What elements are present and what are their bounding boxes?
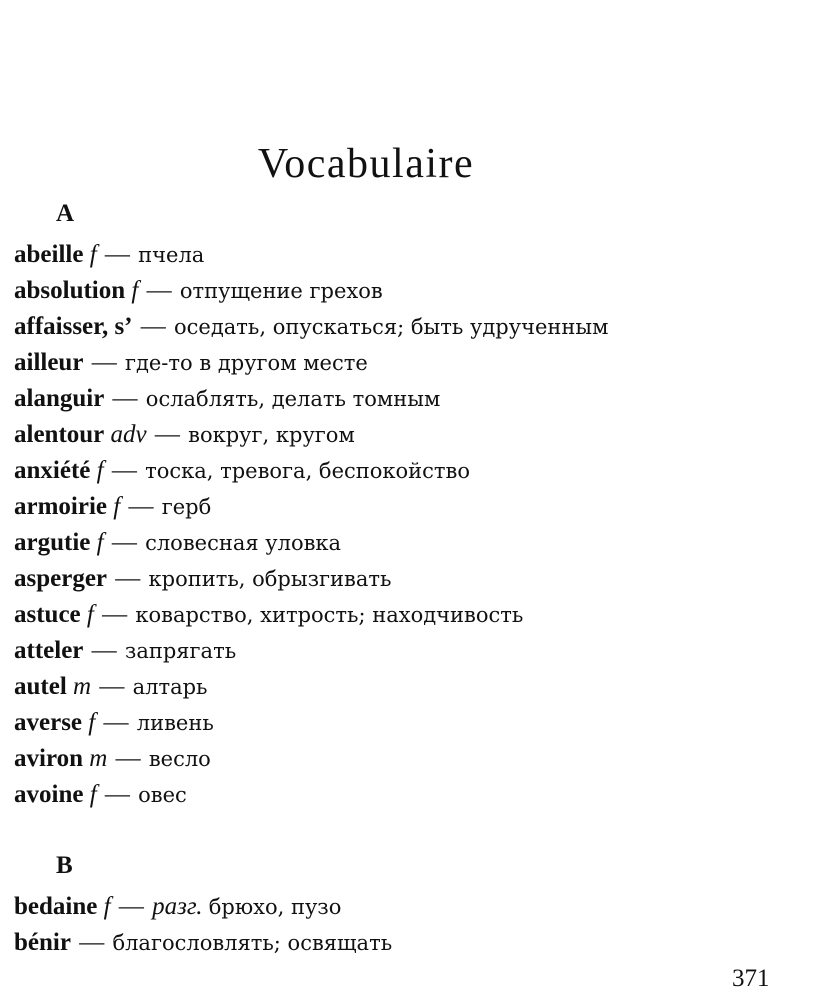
vocab-entry	[14, 889, 392, 925]
headword: affaisser, s’	[14, 313, 133, 340]
translation: вокруг, кругом	[188, 423, 355, 447]
headword: alanguir	[14, 385, 105, 412]
section-letter-b: B	[56, 852, 73, 879]
dash: —	[103, 709, 129, 736]
gram-label: f	[88, 709, 96, 736]
dash: —	[118, 893, 144, 920]
translation: ливень	[136, 711, 214, 735]
headword: autel	[14, 673, 67, 700]
gram-label: f	[86, 601, 94, 628]
translation: герб	[161, 495, 212, 519]
vocab-entry	[14, 633, 608, 669]
translation: брюхо, пузо	[208, 895, 342, 919]
dash: —	[115, 565, 141, 592]
gram-label: f	[96, 457, 104, 484]
vocab-entry	[14, 309, 608, 345]
headword: atteler	[14, 637, 84, 664]
vocab-entry	[14, 273, 608, 309]
vocab-entry	[14, 597, 608, 633]
headword: aviron	[14, 745, 83, 772]
headword: alentour	[14, 421, 105, 448]
usage-note: разг.	[152, 893, 203, 920]
translation: ослаблять, делать томным	[145, 387, 441, 411]
translation: алтарь	[132, 675, 208, 699]
page-title: Vocabulaire	[257, 141, 475, 187]
headword: avoine	[14, 781, 84, 808]
gram-label: f	[89, 241, 97, 268]
dash: —	[102, 601, 128, 628]
dash: —	[111, 529, 137, 556]
headword: armoirie	[14, 493, 108, 520]
dash: —	[91, 349, 117, 376]
vocab-entry	[14, 777, 608, 813]
headword: anxiété	[14, 457, 91, 484]
dash: —	[146, 277, 172, 304]
dash: —	[154, 421, 180, 448]
headword: absolution	[14, 277, 126, 304]
translation: весло	[148, 747, 211, 771]
gram-label: m	[89, 745, 108, 772]
dash: —	[128, 493, 154, 520]
headword: bedaine	[14, 893, 98, 920]
headword: asperger	[14, 565, 108, 592]
translation: благословлять; освящать	[112, 931, 393, 955]
vocab-entry	[14, 741, 608, 777]
dash: —	[115, 745, 141, 772]
gram-label: f	[96, 529, 104, 556]
section-letter-a: A	[56, 200, 75, 227]
dash: —	[112, 385, 138, 412]
dash: —	[91, 637, 117, 664]
dash: —	[99, 673, 125, 700]
vocab-entry	[14, 237, 608, 273]
gram-label: f	[89, 781, 97, 808]
vocab-entry	[14, 669, 608, 705]
dash: —	[111, 457, 137, 484]
headword: averse	[14, 709, 83, 736]
dash: —	[104, 241, 130, 268]
gram-label: m	[73, 673, 92, 700]
gram-label: adv	[110, 421, 147, 448]
headword: bénir	[14, 929, 71, 956]
gram-label: f	[103, 893, 111, 920]
gram-label: f	[131, 277, 139, 304]
dash: —	[79, 929, 105, 956]
translation: оседать, опускаться; быть удрученным	[174, 315, 609, 339]
vocab-entry	[14, 345, 608, 381]
entry-list-a	[14, 237, 608, 813]
translation: коварство, хитрость; находчивость	[135, 603, 524, 627]
vocab-entry	[14, 381, 608, 417]
page-number: 371	[732, 965, 770, 992]
translation: овес	[138, 783, 187, 807]
translation: где-то в другом месте	[124, 351, 368, 375]
vocab-entry	[14, 489, 608, 525]
translation: тоска, тревога, беспокойство	[145, 459, 471, 483]
translation: кропить, обрызгивать	[148, 567, 392, 591]
gram-label: f	[113, 493, 121, 520]
vocab-entry	[14, 561, 608, 597]
translation: пчела	[138, 243, 205, 267]
vocab-entry	[14, 925, 392, 961]
headword: argutie	[14, 529, 91, 556]
translation: словесная уловка	[145, 531, 342, 555]
translation: запрягать	[124, 639, 237, 663]
headword: abeille	[14, 241, 84, 268]
dash: —	[140, 313, 166, 340]
dash: —	[104, 781, 130, 808]
vocab-entry	[14, 525, 608, 561]
vocab-entry	[14, 453, 608, 489]
vocab-entry	[14, 705, 608, 741]
headword: astuce	[14, 601, 81, 628]
translation: отпущение грехов	[179, 279, 383, 303]
entry-list-b	[14, 889, 392, 961]
vocab-entry	[14, 417, 608, 453]
headword: ailleur	[14, 349, 84, 376]
